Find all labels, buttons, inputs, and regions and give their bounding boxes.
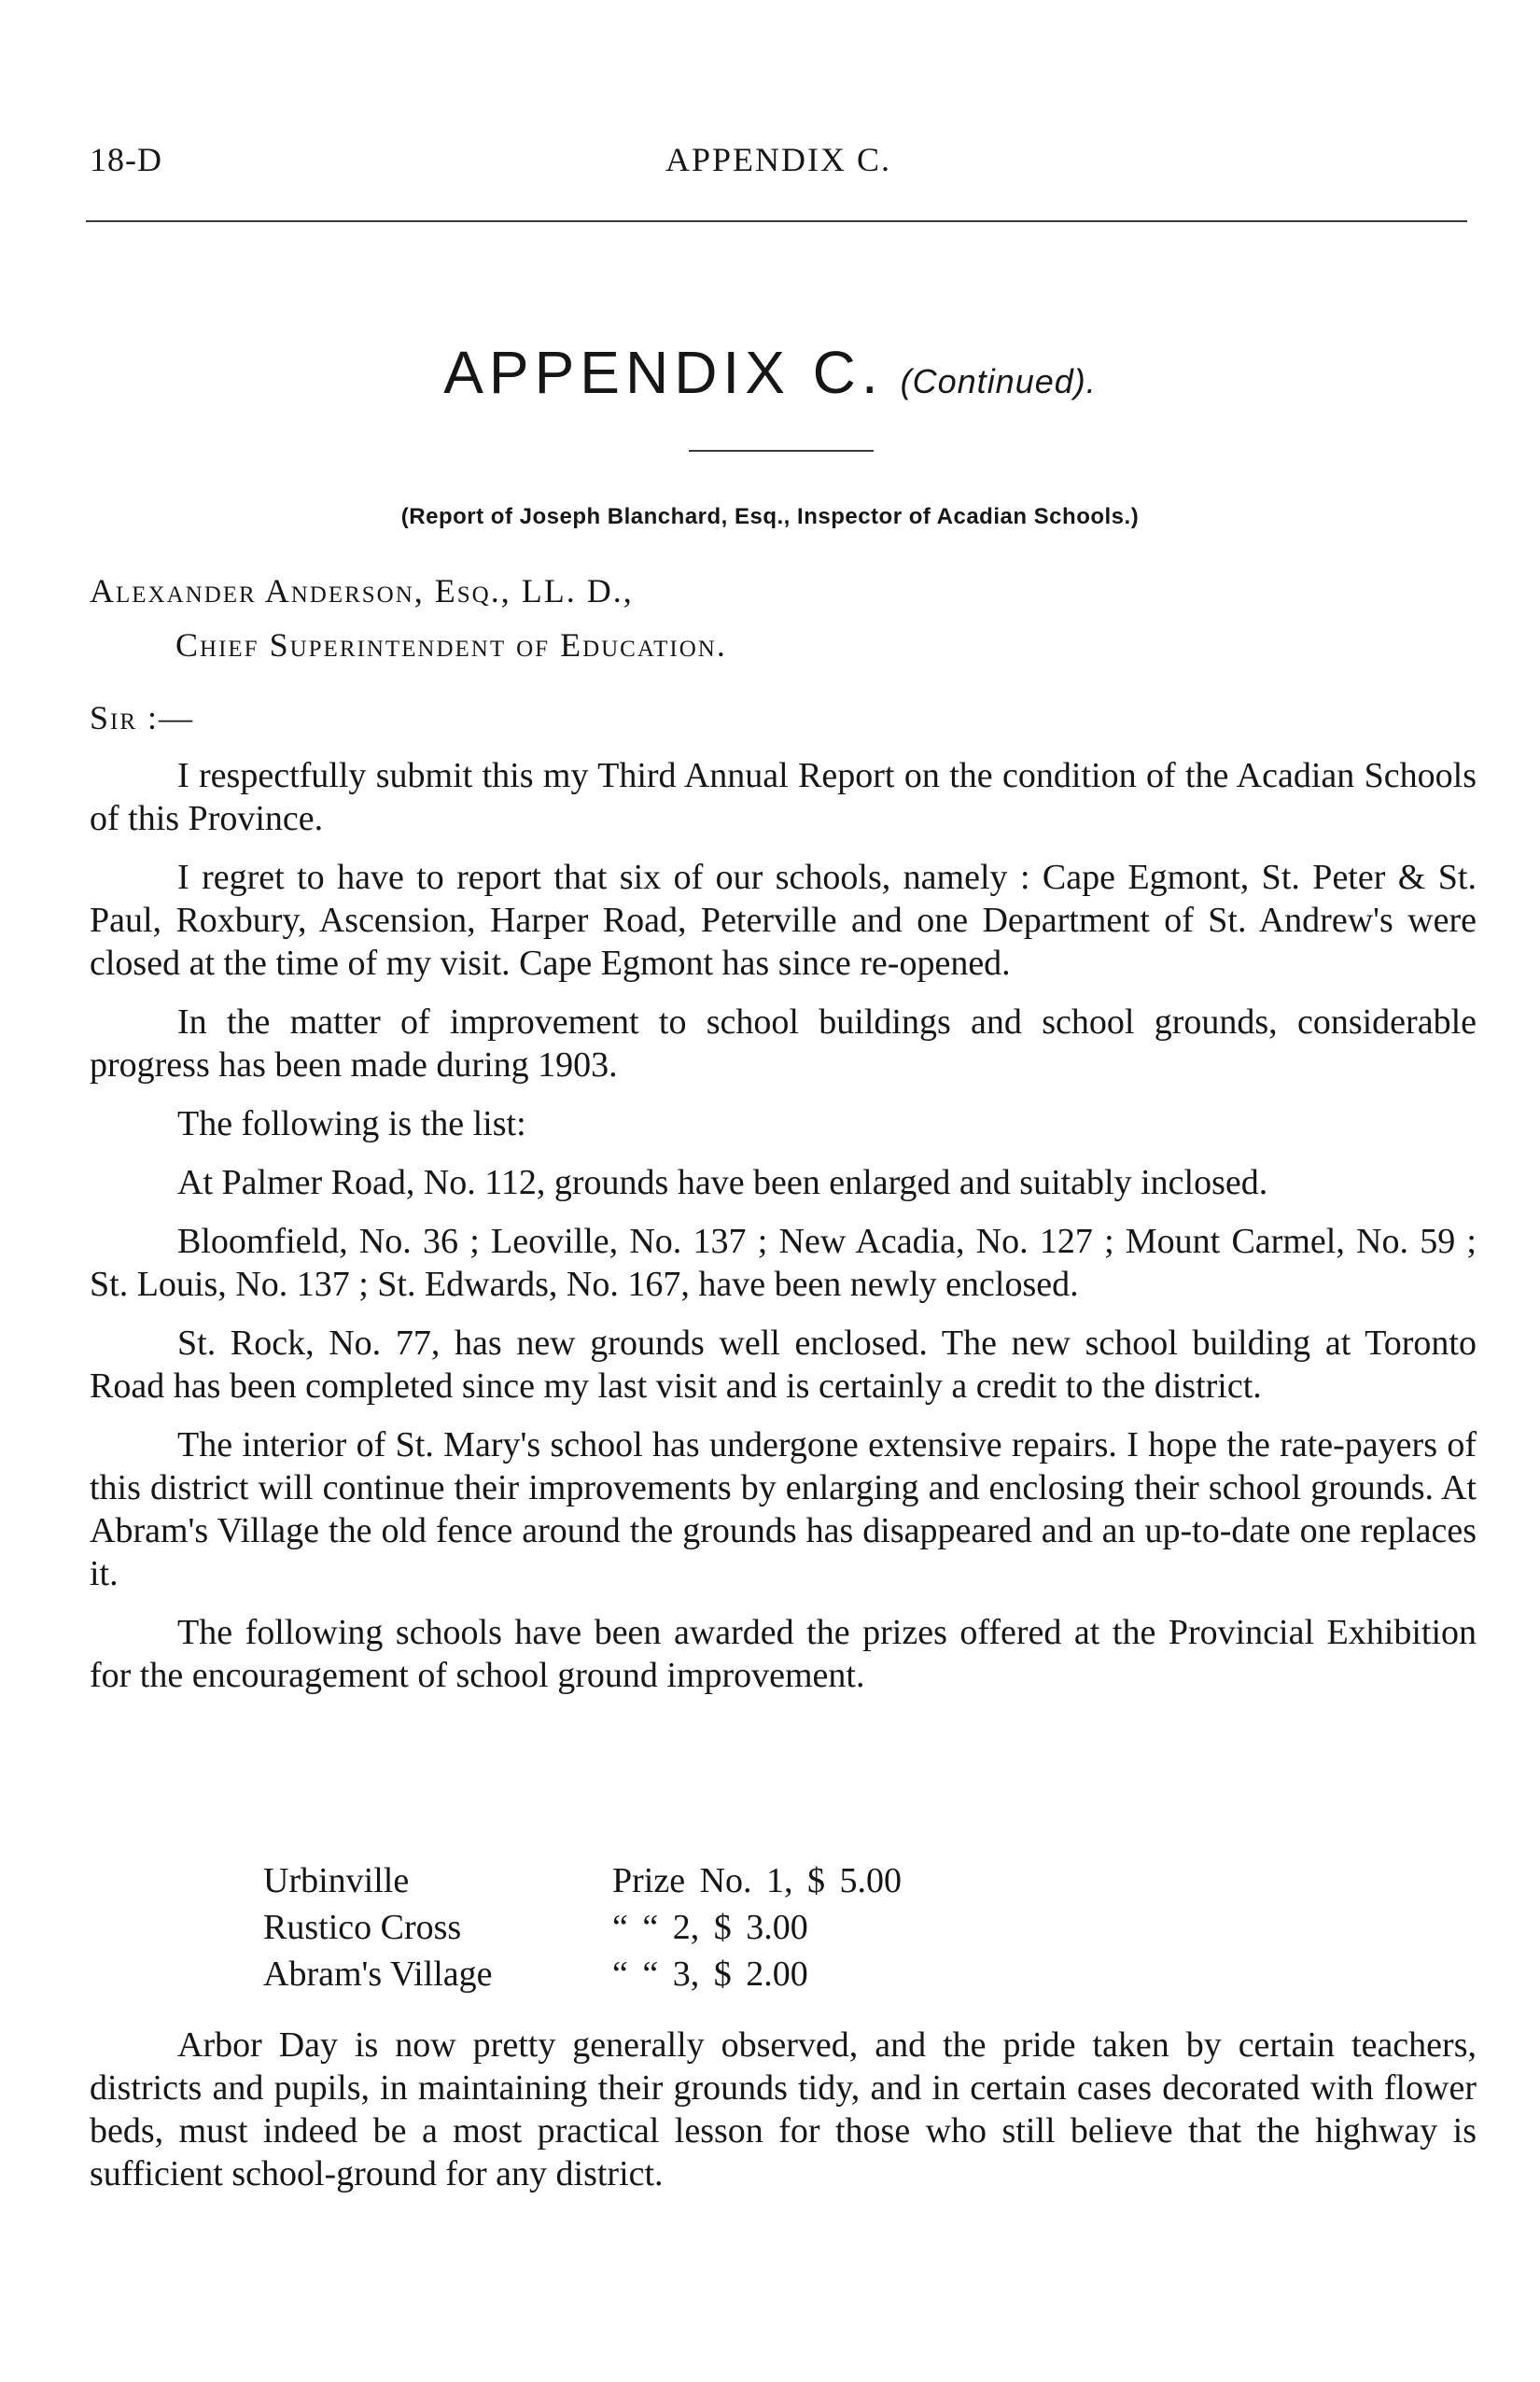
page-title [0, 338, 1540, 407]
page-number: 18-D [90, 141, 162, 178]
paragraph: I respectfully submit this my Third Annual Report on the condition of the Acadian Schools of this Province. [90, 756, 1477, 838]
prize-school: Abram's Village [263, 1955, 493, 1994]
prize-school: Urbinville [263, 1861, 410, 1900]
prize-award: “ “ 3, $ 2.00 [612, 1955, 808, 1994]
paragraph: At Palmer Road, No. 112, grounds have been enlarged and suitably inclosed. [177, 1163, 1268, 1202]
paragraph: Arbor Day is now pretty generally observed, and the pride taken by certain teachers, districts and pupils, in maintaining their grounds tidy, and in certain cases decorated with flower beds, must indeed be a most practical lesson for those who still believe that the highway is sufficient school-ground for any district. [90, 2025, 1477, 2193]
appendix-title: APPENDIX C. [443, 339, 884, 406]
header-rule [86, 220, 1467, 222]
prize-award: Prize No. 1, $ 5.00 [612, 1861, 903, 1900]
prize-row [263, 1857, 1103, 1904]
addressee-title: Chief Superintendent of Education. [175, 626, 727, 664]
closing-section [90, 2024, 1477, 2195]
paragraph: The following is the list: [177, 1104, 526, 1143]
salutation: Sir :— [90, 699, 195, 736]
prize-row [263, 1904, 1103, 1951]
running-head-title: APPENDIX C. [665, 141, 892, 178]
report-subtitle: (Report of Joseph Blanchard, Esq., Inspector of Acadian Schools.) [400, 504, 1140, 529]
continued-label: (Continued). [900, 362, 1097, 400]
paragraph: In the matter of improvement to school buildings and school grounds, considerable progress has been made during 1903. [90, 1002, 1477, 1085]
paragraph: The following schools have been awarded the prizes offered at the Provincial Exhibition for the encouragement of school ground improvement. [90, 1613, 1477, 1695]
paragraph: I regret to have to report that six of our schools, namely : Cape Egmont, St. Peter & St. Paul, Roxbury, Ascension, Harper Road, Peterville and one Department of St. Andrew's were closed at the time of my visit. Cape Egmont has since re-opened. [90, 858, 1477, 983]
paragraph: St. Rock, No. 77, has new grounds well enclosed. The new school building at Toronto Road has been completed since my last visit and is certainly a credit to the district. [90, 1324, 1477, 1406]
title-rule [689, 450, 874, 452]
prize-list [263, 1857, 1103, 1997]
addressee-name: Alexander Anderson, Esq., LL. D., [90, 572, 634, 610]
paragraph: Bloomfield, No. 36 ; Leoville, No. 137 ; New Acadia, No. 127 ; Mount Carmel, No. 59 ; St. Louis, No. 137 ; St. Edwards, No. 167, have been newly enclosed. [90, 1222, 1477, 1304]
paragraph: The interior of St. Mary's school has undergone extensive repairs. I hope the rate-payers of this district will continue their improvements by enlarging and enclosing their school grounds. At Abram's Village the old fence around the grounds has disappeared and an up-to-date one replaces it. [90, 1425, 1477, 1593]
running-head [90, 140, 1467, 187]
prize-school: Rustico Cross [263, 1908, 462, 1947]
prize-row [263, 1951, 1103, 1997]
report-body [90, 754, 1477, 1713]
prize-award: “ “ 2, $ 3.00 [612, 1908, 808, 1947]
